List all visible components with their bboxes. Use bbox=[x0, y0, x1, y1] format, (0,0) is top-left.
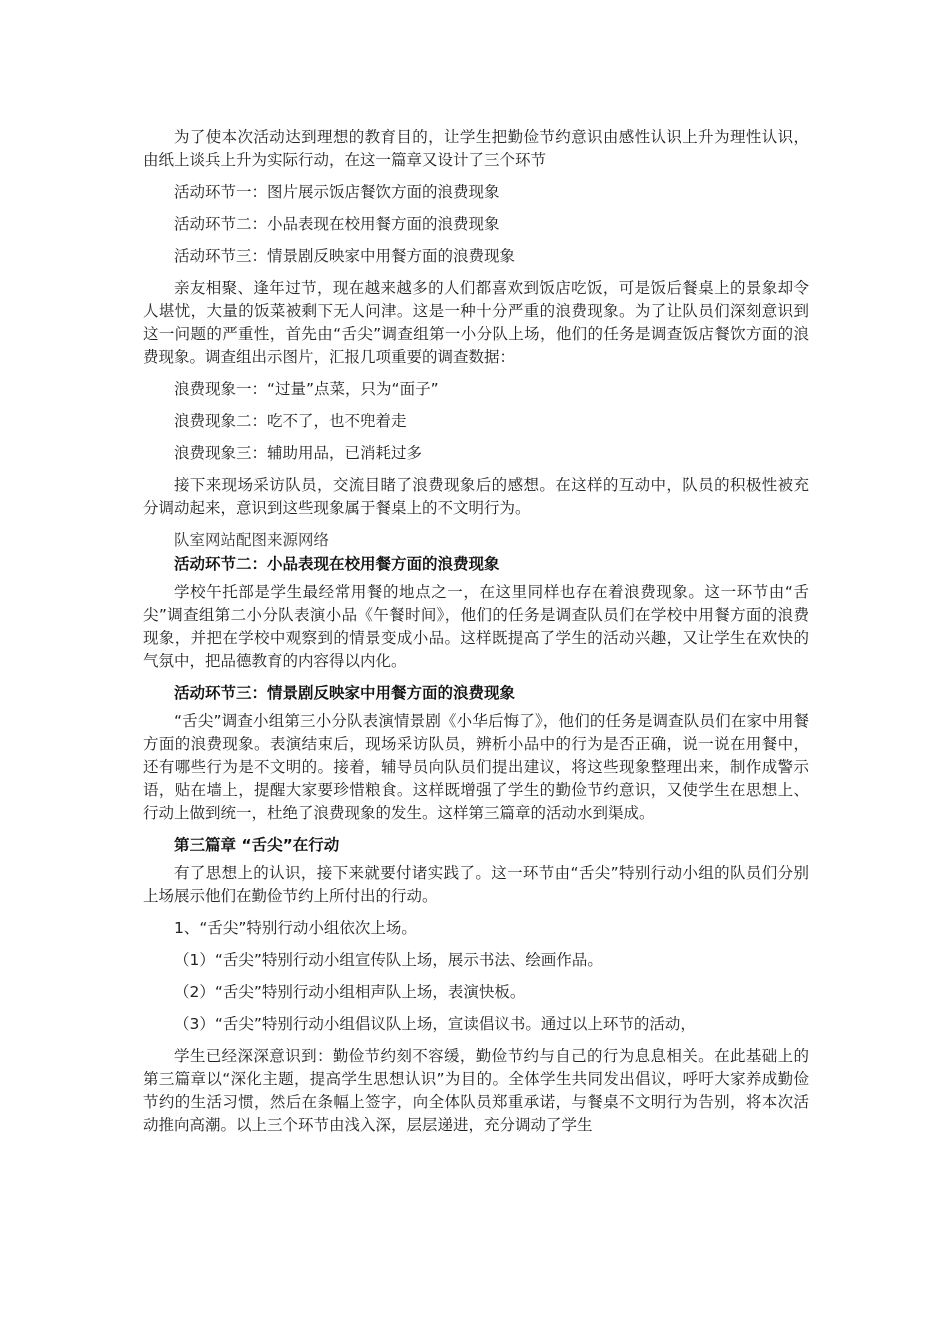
action-sub-item-3: （3）“舌尖”特别行动小组倡议队上场，宣读倡议书。通过以上环节的活动， bbox=[174, 1015, 696, 1033]
activity-step-2: 活动环节二：小品表现在校用餐方面的浪费现象 bbox=[174, 215, 500, 233]
action-sub-item-2: （2）“舌尖”特别行动小组相声队上场，表演快板。 bbox=[174, 983, 526, 1001]
waste-item-1: 浪费现象一：“过量”点菜，只为“面子” bbox=[174, 380, 439, 398]
image-source-caption: 队室网站配图来源网络 bbox=[174, 531, 330, 549]
action-list-item-1: 1、“舌尖”特别行动小组依次上场。 bbox=[174, 919, 417, 937]
section-heading-step-2: 活动环节二：小品表现在校用餐方面的浪费现象 bbox=[174, 555, 500, 573]
waste-item-2: 浪费现象二：吃不了，也不兜着走 bbox=[174, 412, 407, 430]
interview-paragraph: 接下来现场采访队员，交流目睹了浪费现象后的感想。在这样的互动中，队员的积极性被充分调动起来，意识到这些现象属于餐桌上的不文明行为。 bbox=[143, 476, 809, 517]
intro-paragraph: 为了使本次活动达到理想的教育目的，让学生把勤俭节约意识由感性认识上升为理性认识，由纸上谈兵上升为实际行动，在这一篇章又设计了三个环节 bbox=[143, 128, 809, 169]
conclusion-paragraph: 学生已经深深意识到：勤俭节约刻不容缓，勤俭节约与自己的行为息息相关。在此基础上的第三篇章以“深化主题，提高学生思想认识”为目的。全体学生共同发出倡议，呼吁大家养成勤俭节约的生活习惯，然后在条幅上签字，向全体队员郑重承诺，与餐桌不文明行为告别，将本次活动推向高潮。以上三个环节由浅入深，层层递进，充分调动了学生 bbox=[143, 1047, 809, 1134]
activity-step-1: 活动环节一：图片展示饭店餐饮方面的浪费现象 bbox=[174, 183, 500, 201]
family-paragraph: “舌尖”调查小组第三小分队表演情景剧《小华后悔了》，他们的任务是调查队员们在家中用餐方面的浪费现象。表演结束后，现场采访队员，辨析小品中的行为是否正确，说一说在用餐中，还有哪些行为是不文明的。接着，辅导员向队员们提出建议，将这些现象整理出来，制作成警示语，贴在墙上，提醒大家要珍惜粮食。这样既增强了学生的勤俭节约意识，又使学生在思想上、行动上做到统一，杜绝了浪费现象的发生。这样第三篇章的活动水到渠成。 bbox=[143, 712, 809, 822]
action-intro-paragraph: 有了思想上的认识，接下来就要付诸实践了。这一环节由“舌尖”特别行动小组的队员们分别上场展示他们在勤俭节约上所付出的行动。 bbox=[143, 864, 809, 905]
waste-item-3: 浪费现象三：辅助用品，已消耗过多 bbox=[174, 444, 423, 462]
document-page bbox=[143, 126, 809, 1137]
school-paragraph: 学校午托部是学生最经常用餐的地点之一，在这里同样也存在着浪费现象。这一环节由“舌尖”调查组第二小分队表演小品《午餐时间》，他们的任务是调查队员们在学校中用餐方面的浪费现象，并把在学校中观察到的情景变成小品。这样既提高了学生的活动兴趣，又让学生在欢快的气氛中，把品德教育的内容得以内化。 bbox=[143, 583, 809, 670]
action-sub-item-1: （1）“舌尖”特别行动小组宣传队上场，展示书法、绘画作品。 bbox=[174, 951, 603, 969]
section-heading-step-3: 活动环节三：情景剧反映家中用餐方面的浪费现象 bbox=[174, 684, 516, 702]
activity-step-3: 活动环节三：情景剧反映家中用餐方面的浪费现象 bbox=[174, 247, 516, 265]
restaurant-paragraph: 亲友相聚、逢年过节，现在越来越多的人们都喜欢到饭店吃饭，可是饭后餐桌上的景象却令人堪忧，大量的饭菜被剩下无人问津。这是一种十分严重的浪费现象。为了让队员们深刻意识到这一问题的严重性，首先由“舌尖”调查组第一小分队上场，他们的任务是调查饭店餐饮方面的浪费现象。调查组出示图片，汇报几项重要的调查数据： bbox=[143, 279, 809, 366]
chapter-three-heading: 第三篇章 “舌尖”在行动 bbox=[174, 836, 340, 854]
